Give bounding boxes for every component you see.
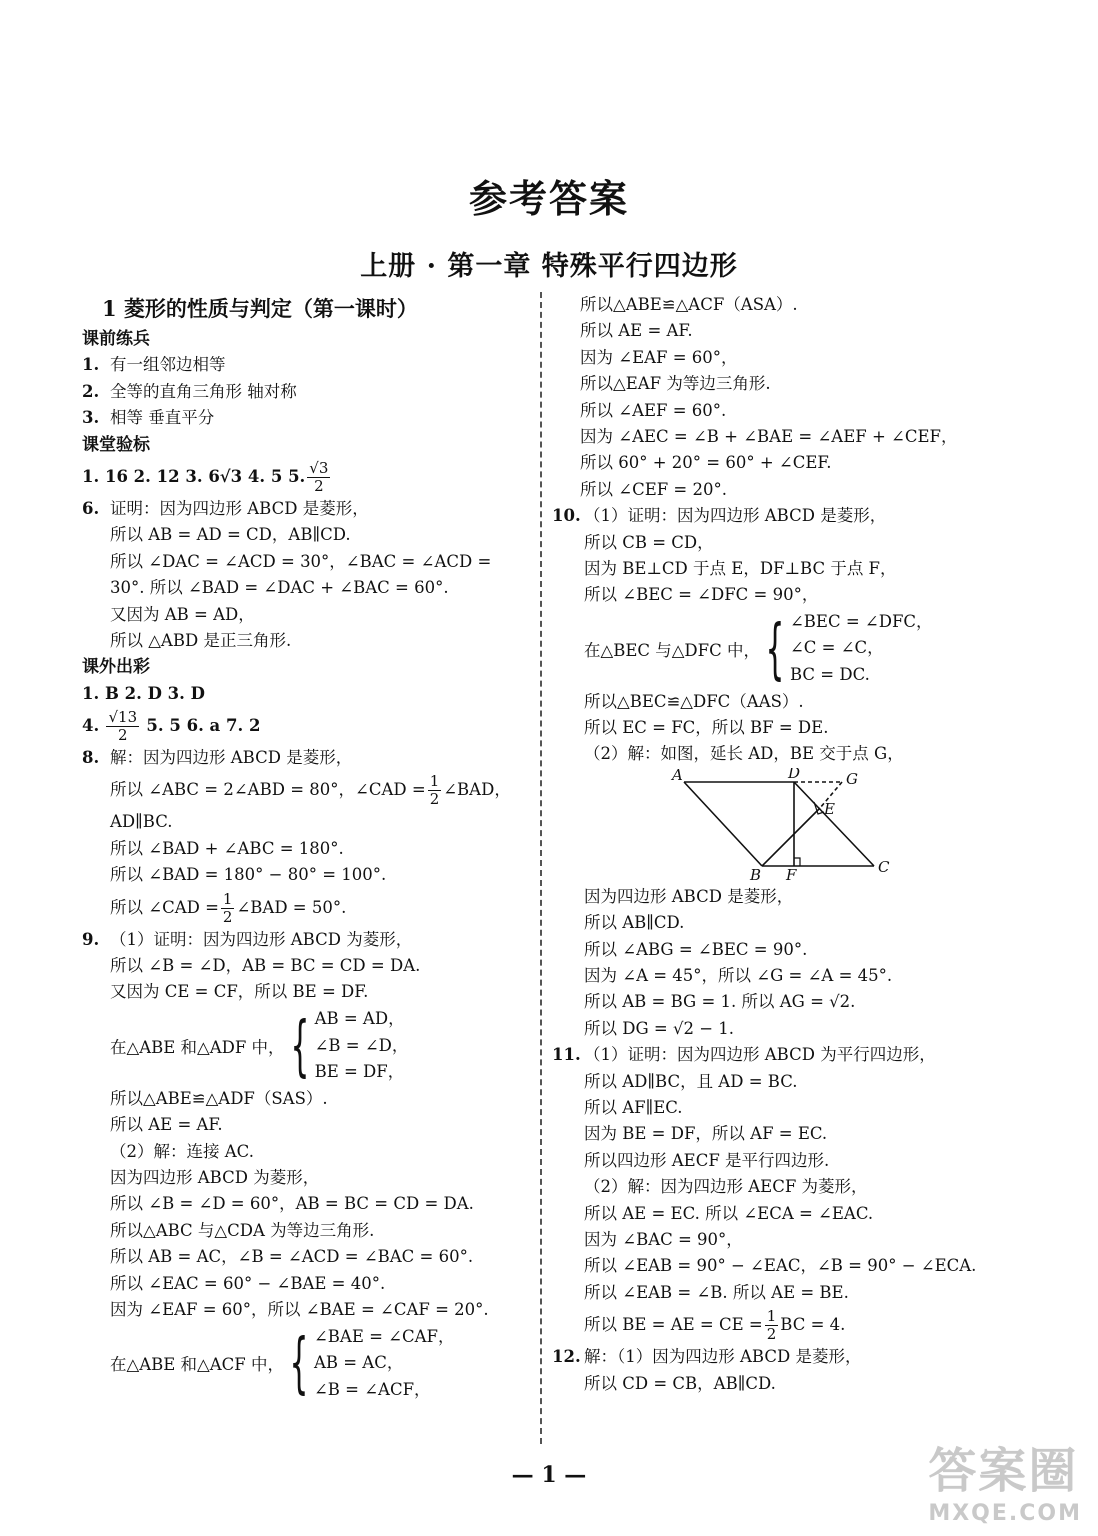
geometry-figure — [552, 768, 1022, 884]
label-C: C — [878, 857, 890, 876]
brace-icon: { — [765, 609, 785, 687]
answer-line — [82, 927, 528, 953]
label-A: A — [672, 767, 683, 784]
section-pre: 课前练兵 — [82, 329, 150, 349]
page-number: — 1 — — [511, 1462, 587, 1488]
answer-line — [82, 405, 528, 431]
fraction: $\frac{1}{2}$ — [222, 889, 233, 926]
answer-text: 所以 AB = AD = CD，AB∥CD. — [110, 525, 351, 545]
answer-text: 解：因为四边形 ABCD 是菱形， — [110, 748, 353, 768]
q-number: 1. — [82, 355, 100, 375]
answer-text: 相等 垂直平分 — [110, 408, 215, 428]
watermark-logo: 答案圈 MXQE.COM — [928, 1443, 1082, 1526]
q-number: 3. — [82, 408, 100, 428]
answer-text: 所以 CB = CD， — [584, 532, 714, 552]
answer-text: 所以 ∠EAB = 90° − ∠EAC，∠B = 90° − ∠ECA. — [584, 1256, 977, 1276]
q-number: 9. — [82, 929, 100, 949]
answer-text: （1）证明：因为四边形 ABCD 为平行四边形， — [584, 1045, 936, 1065]
answer-line — [552, 1042, 1022, 1068]
section-after: 课外出彩 — [82, 657, 150, 678]
answer-text: 因为 ∠BAC = 90°， — [584, 1229, 743, 1249]
label-F: F — [786, 865, 797, 882]
q-number: 4. — [82, 716, 100, 736]
answer-line — [552, 503, 1022, 529]
answer-text: （1）证明：因为四边形 ABCD 是菱形， — [584, 506, 887, 526]
answer-line — [82, 458, 528, 496]
answer-line — [552, 1344, 1022, 1370]
answer-text: 因为 BE⊥CD 于点 E，DF⊥BC 于点 F， — [584, 558, 897, 578]
label-G: G — [846, 769, 858, 788]
answer-text: 所以 AB∥CD. — [584, 913, 685, 933]
answer-text: 1. 16 2. 12 3. 6√3 4. 5 5. — [82, 466, 306, 486]
q-number: 6. — [82, 498, 100, 518]
answer-line — [82, 745, 528, 771]
answer-text: 所以 ∠BAD + ∠ABC = 180°. — [110, 838, 344, 858]
answer-text: （1）证明：因为四边形 ABCD 为菱形， — [110, 929, 413, 949]
answer-text: 解：（1）因为四边形 ABCD 是菱形， — [584, 1347, 862, 1367]
answer-text: 所以 ∠B = ∠D = 60°，AB = BC = CD = DA. — [110, 1194, 474, 1214]
answer-text: 所以 ∠AEF = 60°. — [580, 400, 727, 420]
fraction: $\frac{1}{2}$ — [429, 772, 440, 809]
equation-system: 在△ABE 和△ADF 中， { AB = AD， ∠B = ∠D， BE = DF， — [110, 1006, 409, 1084]
answer-text: 有一组邻边相等 — [110, 355, 226, 375]
equation-system: 在△BEC 与△DFC 中， { ∠BEC = ∠DFC， ∠C = ∠C， BC = DC. — [584, 609, 933, 687]
answer-text: 又因为 AB = AD， — [110, 604, 255, 624]
answer-line — [82, 496, 528, 522]
answer-line — [82, 352, 528, 378]
fraction: $\frac{√13}{2}$ — [108, 708, 138, 745]
answer-text: 因为 ∠EAF = 60°，所以 ∠BAE = ∠CAF = 20°. — [110, 1299, 489, 1319]
right-column — [552, 292, 1022, 1397]
answer-text: 因为四边形 ABCD 是菱形， — [584, 886, 794, 906]
equation-system: 在△ABE 和△ACF 中， { ∠BAE = ∠CAF， AB = AC， ∠B = ∠ACF， — [110, 1324, 455, 1402]
answer-text: AD∥BC. — [110, 812, 173, 832]
column-divider — [540, 292, 542, 1444]
answer-text: 所以 ∠B = ∠D，AB = BC = CD = DA. — [110, 956, 421, 976]
answer-text: 所以 ∠DAC = ∠ACD = 30°，∠BAC = ∠ACD = — [110, 551, 492, 571]
answer-text: 所以 ∠BAD = 180° − 80° = 100°. — [110, 865, 387, 885]
lesson-title: 1 菱形的性质与判定（第一课时） — [102, 296, 418, 321]
answer-text: 所以 AE = EC. 所以 ∠ECA = ∠EAC. — [584, 1203, 874, 1223]
answer-text: 因为 ∠AEC = ∠B + ∠BAE = ∠AEF + ∠CEF， — [580, 426, 958, 446]
answer-line: 所以 ∠ABC = 2∠ABD = 80°，∠CAD = $\frac{1}{2}$ ∠BAD， — [110, 772, 511, 809]
page-title: 参考答案 — [468, 176, 629, 221]
answer-text: 又因为 CE = CF，所以 BE = DF. — [110, 982, 369, 1002]
answer-line: 所以 BE = AE = CE = $\frac{1}{2}$ BC = 4. — [584, 1307, 846, 1344]
brace-icon: { — [290, 1006, 310, 1084]
chapter-title: 上册 · 第一章 特殊平行四边形 — [360, 251, 738, 282]
q-number: 10. — [552, 506, 581, 526]
answer-text: 因为 ∠A = 45°，所以 ∠G = ∠A = 45°. — [584, 966, 893, 986]
answer-text: 因为 BE = DF，所以 AF = EC. — [584, 1124, 828, 1144]
fraction: $\frac{1}{2}$ — [766, 1307, 777, 1344]
section-class: 课堂验标 — [82, 434, 150, 455]
label-B: B — [750, 865, 762, 882]
q-number: 12. — [552, 1347, 581, 1367]
answer-text: 所以 AD∥BC，且 AD = BC. — [584, 1071, 798, 1091]
answer-text: 所以△ABE≌△ADF（SAS）. — [110, 1088, 328, 1108]
label-E: E — [824, 799, 835, 818]
answer-text: 所以 ∠CEF = 20°. — [580, 479, 727, 499]
answer-text: 所以 ∠ABG = ∠BEC = 90°. — [584, 939, 808, 959]
answer-text: 所以 AB = AC，∠B = ∠ACD = ∠BAC = 60°. — [110, 1247, 474, 1267]
answer-line — [82, 379, 528, 405]
rhombus-diagram — [670, 768, 900, 882]
answer-text: 所以 ∠EAC = 60° − ∠BAE = 40°. — [110, 1273, 386, 1293]
q-number: 8. — [82, 748, 100, 768]
brace-icon: { — [289, 1324, 309, 1402]
q-number: 11. — [552, 1045, 581, 1065]
answer-text: 所以 AE = AF. — [580, 321, 693, 341]
fraction: $\frac{√3}{2}$ — [309, 458, 329, 495]
answer-text: （2）解：如图，延长 AD，BE 交于点 G， — [584, 744, 904, 764]
answer-text: 所以 DG = √2 − 1. — [584, 1018, 735, 1038]
label-D: D — [788, 767, 801, 782]
answer-text: （2）解：连接 AC. — [110, 1141, 254, 1161]
answer-text: 所以 CD = CB，AB∥CD. — [584, 1373, 776, 1393]
answer-text: 所以△ABE≌△ACF（ASA）. — [580, 295, 798, 314]
q-number: 2. — [82, 381, 100, 401]
answer-text: 所以 ∠EAB = ∠B. 所以 AE = BE. — [584, 1282, 849, 1302]
answer-text: （2）解：因为四边形 AECF 为菱形， — [584, 1177, 868, 1197]
answer-text: 1. B 2. D 3. D — [82, 683, 205, 703]
answer-text: 所以 AB = BG = 1. 所以 AG = √2. — [584, 992, 856, 1012]
answer-text: 所以四边形 AECF 是平行四边形. — [584, 1150, 830, 1170]
answer-text: 因为 ∠EAF = 60°， — [580, 347, 738, 367]
answer-text: 30°. 所以 ∠BAD = ∠DAC + ∠BAC = 60°. — [110, 578, 449, 598]
answer-line — [82, 707, 528, 745]
answer-text: 所以△EAF 为等边三角形. — [580, 374, 771, 394]
answer-text: 所以 △ABD 是正三角形. — [110, 630, 292, 650]
answer-text: 所以△BEC≌△DFC（AAS）. — [584, 691, 804, 711]
answer-text: 所以 AF∥EC. — [584, 1097, 683, 1117]
answer-text: 证明：因为四边形 ABCD 是菱形， — [110, 498, 369, 518]
left-column — [82, 292, 528, 1403]
answer-text: 因为四边形 ABCD 为菱形， — [110, 1167, 320, 1187]
answer-text: 所以 60° + 20° = 60° + ∠CEF. — [580, 453, 832, 473]
answer-text: 全等的直角三角形 轴对称 — [110, 381, 297, 401]
answer-text: 所以△ABC 与△CDA 为等边三角形. — [110, 1220, 375, 1240]
answer-text: 所以 AE = AF. — [110, 1115, 223, 1135]
answer-line: 所以 ∠CAD = $\frac{1}{2}$ ∠BAD = 50°. — [110, 889, 347, 926]
answer-text: 所以 ∠BEC = ∠DFC = 90°， — [584, 585, 819, 605]
answer-text: 5. 5 6. a 7. 2 — [146, 716, 261, 736]
answer-text: 所以 EC = FC，所以 BF = DE. — [584, 718, 829, 738]
